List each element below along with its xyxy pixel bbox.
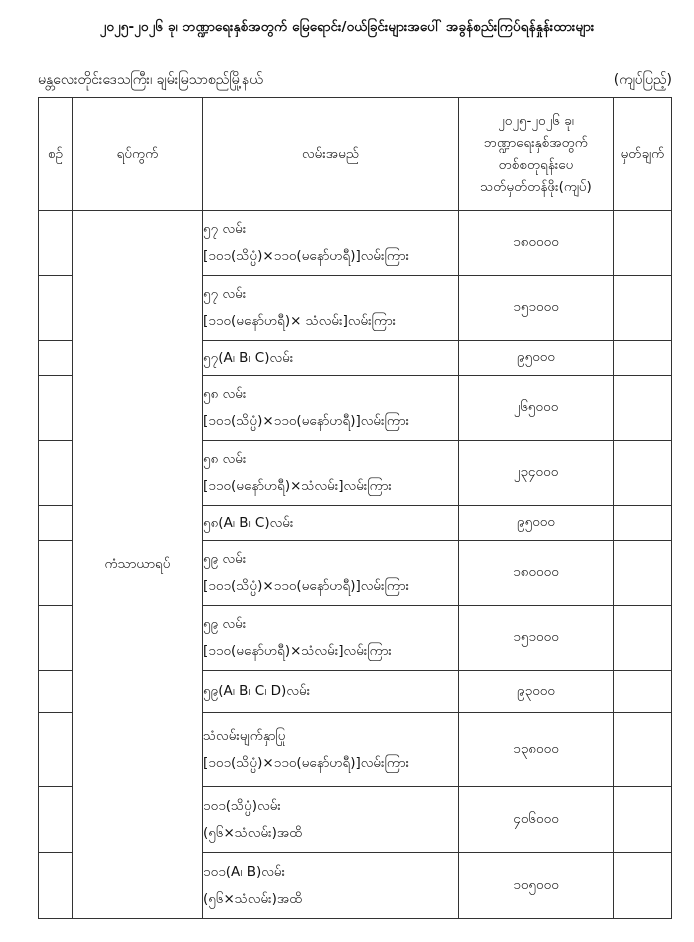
street-line: [၁၁၀(မနော်ဟရီ)×သံလမ်း]လမ်းကြား [203, 643, 392, 659]
header-price-line: တစ်စတုရန်းပေ [498, 157, 574, 173]
street-cell [203, 276, 459, 341]
remark-cell [614, 541, 672, 606]
header-price-line: ၂၀၂၅-၂၀၂၆ ခု၊ [498, 113, 574, 129]
document-title: ၂၀၂၅-၂၀၂၆ ခု၊ ဘဏ္ဍာရေးနှစ်အတွက် မြေရောင်း/ဝယ်ခြင်းများအပေါ် အခွန်စည်းကြပ်ရန်နှုန်းထားများ [99, 19, 595, 35]
remark-cell [614, 671, 672, 713]
street-cell [203, 376, 459, 441]
street-line: [၁၀၁(သိပ္ပံ)×၁၁၀(မနော်ဟရီ)]လမ်းကြား [203, 248, 410, 264]
remark-cell [614, 441, 672, 506]
header-price-line: သတ်မှတ်တန်ဖိုး(ကျပ်) [480, 179, 592, 195]
street-line: ၅၇ လမ်း [203, 221, 247, 237]
row-no [39, 376, 73, 441]
table-header [39, 98, 672, 211]
price-cell: ၁၈၀၀၀၀ [459, 211, 614, 276]
price-cell: ၁၅၁၀၀၀ [459, 606, 614, 671]
row-no [39, 441, 73, 506]
street-cell [203, 713, 459, 787]
price-cell: ၄၀၆၀၀၀ [459, 787, 614, 853]
remark-cell [614, 276, 672, 341]
street-cell [203, 606, 459, 671]
price-cell: ၂၆၅၀၀၀ [459, 376, 614, 441]
street-cell [203, 211, 459, 276]
row-no [39, 713, 73, 787]
row-no [39, 211, 73, 276]
price-cell: ၉၃၀၀၀ [459, 671, 614, 713]
street-line: [၁၀၁(သိပ္ပံ)×၁၁၀(မနော်ဟရီ)]လမ်းကြား [203, 413, 410, 429]
street-line: [၁၀၁(သိပ္ပံ)×၁၁၀(မနော်ဟရီ)]လမ်းကြား [203, 578, 410, 594]
street-line: (၅၆×သံလမ်း)အထိ [203, 824, 303, 841]
header-no: စဉ် [39, 98, 73, 211]
row-no [39, 606, 73, 671]
row-no [39, 276, 73, 341]
township-subtitle: မန္တလေးတိုင်းဒေသကြီး၊ ချမ်းမြသာစည်မြို့နယ် [38, 72, 263, 88]
price-cell: ၉၅၀၀၀ [459, 506, 614, 541]
street-cell [203, 853, 459, 919]
remark-cell [614, 606, 672, 671]
price-cell: ၁၈၀၀၀၀ [459, 541, 614, 606]
street-line: ၅၈(A၊ B၊ C)လမ်း [203, 514, 294, 531]
header-street: လမ်းအမည် [203, 98, 459, 211]
remark-cell [614, 506, 672, 541]
remark-cell [614, 853, 672, 919]
header-price [459, 98, 614, 211]
ward-cell: ကံသာယာရပ် [73, 211, 203, 919]
street-line: [၁၁၀(မနော်ဟရီ)× သံလမ်း]လမ်းကြား [203, 313, 397, 329]
street-line: ၅၇(A၊ B၊ C)လမ်း [203, 349, 294, 366]
street-line: ၅၈ လမ်း [203, 386, 247, 402]
row-no [39, 341, 73, 376]
street-line: ၁၀၁(A၊ B)လမ်း [203, 863, 286, 880]
street-cell [203, 541, 459, 606]
remark-cell [614, 713, 672, 787]
street-line: ၅၇ လမ်း [203, 286, 247, 302]
remark-cell [614, 211, 672, 276]
remark-cell [614, 376, 672, 441]
row-no [39, 853, 73, 919]
street-line: [၁၁၀(မနော်ဟရီ)×သံလမ်း]လမ်းကြား [203, 478, 392, 494]
street-line: သံလမ်းမျက်နှာပြု [203, 727, 286, 744]
street-line: (၅၆×သံလမ်း)အထိ [203, 890, 303, 907]
street-cell [203, 341, 459, 376]
street-cell [203, 506, 459, 541]
remark-cell [614, 787, 672, 853]
street-line: ၅၉ လမ်း [203, 616, 247, 632]
street-line: ၁၀၁(သိပ္ပံ)လမ်း [203, 797, 281, 814]
price-cell: ၁၅၁၀၀၀ [459, 276, 614, 341]
price-cell: ၂၃၄၀၀၀ [459, 441, 614, 506]
street-cell [203, 671, 459, 713]
street-line: ၅၈ လမ်း [203, 451, 247, 467]
street-line: [၁၀၁(သိပ္ပံ)×၁၁၀(မနော်ဟရီ)]လမ်းကြား [203, 754, 410, 771]
row-no [39, 506, 73, 541]
header-price-line: ဘဏ္ဍာရေးနှစ်အတွက် [484, 135, 588, 151]
row-no [39, 541, 73, 606]
street-cell [203, 787, 459, 853]
price-cell: ၁၀၅၀၀၀ [459, 853, 614, 919]
table-row [39, 211, 672, 276]
table-body [39, 211, 672, 919]
row-no [39, 671, 73, 713]
currency-unit: (ကျပ်ပြည့်) [613, 72, 672, 88]
street-line: ၅၉(A၊ B၊ C၊ D)လမ်း [203, 683, 311, 699]
remark-cell [614, 341, 672, 376]
header-ward: ရပ်ကွက် [73, 98, 203, 211]
street-cell [203, 441, 459, 506]
price-cell: ၁၃၈၀၀၀ [459, 713, 614, 787]
row-no [39, 787, 73, 853]
land-price-table [38, 97, 672, 919]
street-line: ၅၉ လမ်း [203, 551, 247, 567]
header-remark: မှတ်ချက် [614, 98, 672, 211]
price-cell: ၉၅၀၀၀ [459, 341, 614, 376]
